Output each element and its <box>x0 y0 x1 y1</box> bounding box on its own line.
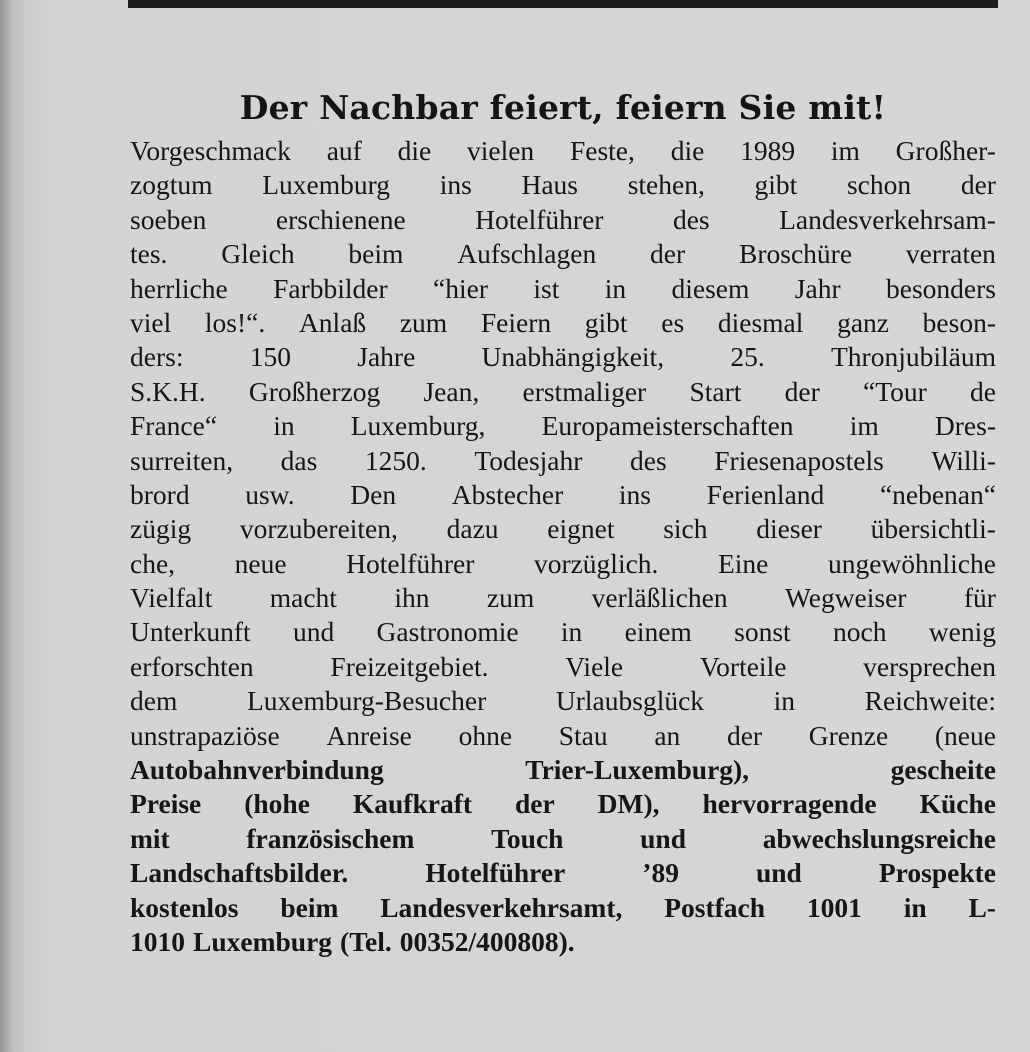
word: L- <box>968 891 996 923</box>
word: Kaufkraft <box>352 788 473 820</box>
word: Landesverkehrsam- <box>779 203 996 235</box>
article-body-line <box>130 719 996 753</box>
word: zügig <box>130 513 192 545</box>
word: 1250. <box>364 444 427 476</box>
word: Luxemburg <box>193 925 333 957</box>
word: im <box>830 135 860 166</box>
word: ungewöhnliche <box>827 547 996 579</box>
word: macht <box>269 582 337 614</box>
word: Luxemburg-Besucher <box>246 685 487 717</box>
word: Unabhängigkeit, <box>481 341 665 373</box>
word: che, <box>130 547 176 579</box>
word: Haus <box>521 169 578 201</box>
word: Gleich <box>221 238 295 270</box>
word: französischem <box>246 822 415 854</box>
word: an <box>654 719 681 751</box>
word: France“ <box>130 410 218 442</box>
word: soeben <box>130 203 207 235</box>
word: 25. <box>730 341 765 373</box>
word: diesem <box>671 272 750 304</box>
word: erschienene <box>275 203 406 235</box>
word: Feste, <box>569 135 635 166</box>
word: neue <box>234 547 287 579</box>
word: Stau <box>558 719 608 751</box>
word: gibt <box>584 306 628 338</box>
word: noch <box>833 616 887 648</box>
word: 00352/400808). <box>399 925 575 957</box>
word: Großherzog <box>248 375 381 407</box>
word: Freizeitgebiet. <box>330 650 489 682</box>
word: Großher- <box>895 135 996 166</box>
word: und <box>292 616 335 648</box>
article-body-line <box>130 856 996 890</box>
word: 1001 <box>806 891 862 923</box>
article-body-line <box>130 168 996 202</box>
word: Wegweiser <box>784 582 907 614</box>
article-body-line <box>130 581 996 615</box>
word: (Tel. <box>340 925 392 957</box>
word: ist <box>533 272 560 304</box>
word: es <box>661 306 685 338</box>
word: Vorgeschmack <box>130 135 291 166</box>
word: beim <box>348 238 404 270</box>
word: und <box>755 857 802 889</box>
word: und <box>640 822 687 854</box>
word: wenig <box>928 616 996 648</box>
word: Landschaftsbilder. <box>130 857 349 889</box>
word: ’89 <box>642 857 679 889</box>
word: schon <box>846 169 912 201</box>
word: vorzüglich. <box>533 547 659 579</box>
word: unstrapaziöse <box>130 719 280 751</box>
word: viel <box>130 306 172 338</box>
word: dazu <box>446 513 499 545</box>
word: kostenlos <box>130 891 239 923</box>
word: der <box>726 719 763 751</box>
word: versprechen <box>863 650 996 682</box>
article-body-line <box>130 134 996 168</box>
word: Thronjubiläum <box>830 341 996 373</box>
article-headline: Der Nachbar feiert, feiern Sie mit! <box>239 88 887 127</box>
article-body <box>130 134 996 959</box>
word: in <box>773 685 796 717</box>
word: der <box>650 238 686 270</box>
word: das <box>280 444 318 476</box>
word: übersichtli- <box>870 513 996 545</box>
word: gescheite <box>890 754 996 786</box>
article-body-line <box>130 787 996 821</box>
word: (neue <box>934 719 996 751</box>
article <box>130 84 996 959</box>
word: Jahre <box>357 341 416 373</box>
word: Feiern <box>480 306 552 338</box>
word: Trier-Luxemburg), <box>525 754 750 786</box>
word: beim <box>280 891 339 923</box>
article-body-line <box>130 925 996 959</box>
word: abwechslungsreiche <box>762 822 996 854</box>
word: vorzubereiten, <box>239 513 398 545</box>
word: diesmal <box>717 306 804 338</box>
word: Jahr <box>794 272 841 304</box>
article-body-line <box>130 375 996 409</box>
word: Touch <box>491 822 564 854</box>
article-body-line <box>130 615 996 649</box>
article-body-line <box>130 547 996 581</box>
word: Farbbilder <box>273 272 388 304</box>
word: mit <box>130 822 170 854</box>
word: Reichweite: <box>864 685 996 717</box>
word: brord <box>130 478 190 510</box>
word: Vielfalt <box>130 582 213 614</box>
word: verraten <box>905 238 996 270</box>
word: los!“. <box>204 306 266 338</box>
word: zum <box>486 582 535 614</box>
word: auf <box>326 135 362 166</box>
word: verläßlichen <box>591 582 728 614</box>
word: dem <box>130 685 178 717</box>
word: ders: <box>130 341 184 373</box>
word: in <box>273 410 295 442</box>
word: sich <box>663 513 708 545</box>
word: 150 <box>249 341 291 373</box>
word: Landesverkehrsamt, <box>380 891 623 923</box>
word: Den <box>350 478 397 510</box>
word: Hotelführer <box>475 203 604 235</box>
article-body-line <box>130 478 996 512</box>
word: Urlaubsglück <box>555 685 705 717</box>
word: Prospekte <box>878 857 996 889</box>
word: des <box>630 444 667 476</box>
word: dieser <box>756 513 822 545</box>
word: in <box>560 616 583 648</box>
article-body-line <box>130 444 996 478</box>
word: ohne <box>458 719 513 751</box>
word: Friesenapostels <box>714 444 884 476</box>
word: zum <box>399 306 448 338</box>
article-body-line <box>130 409 996 443</box>
word: stehen, <box>627 169 705 201</box>
word: Küche <box>919 788 996 820</box>
word: Willi- <box>931 444 996 476</box>
word: “nebenan“ <box>879 478 996 510</box>
word: eignet <box>547 513 615 545</box>
word: Todesjahr <box>474 444 583 476</box>
word: Autobahnverbindung <box>130 754 384 786</box>
article-body-line <box>130 650 996 684</box>
word: die <box>397 135 432 166</box>
word: der <box>960 169 996 201</box>
word: (hohe <box>244 788 310 820</box>
word: Gastronomie <box>376 616 519 648</box>
word: 1010 <box>130 925 185 957</box>
word: hervorragende <box>702 788 877 820</box>
word: beson- <box>922 306 996 338</box>
word: Luxemburg, <box>350 410 486 442</box>
word: des <box>672 203 710 235</box>
word: Hotelführer <box>425 857 566 889</box>
word: erforschten <box>130 650 254 682</box>
article-body-line <box>130 512 996 546</box>
word: Eine <box>717 547 769 579</box>
word: sonst <box>734 616 791 648</box>
word: Luxemburg <box>262 169 390 201</box>
word: Start <box>689 375 742 407</box>
word: Abstecher <box>451 478 564 510</box>
word: erstmaliger <box>522 375 647 407</box>
article-body-line <box>130 203 996 237</box>
word: “hier <box>433 272 488 304</box>
word: tes. <box>130 238 168 270</box>
article-body-line <box>130 822 996 856</box>
word: “Tour <box>863 375 927 407</box>
word: Dres- <box>934 410 996 442</box>
word: Europameisterschaften <box>541 410 794 442</box>
article-body-line <box>130 272 996 306</box>
article-body-line <box>130 237 996 271</box>
word: im <box>849 410 879 442</box>
word: Anreise <box>326 719 412 751</box>
word: einem <box>624 616 692 648</box>
word: Unterkunft <box>130 616 251 648</box>
word: S.K.H. <box>130 375 206 407</box>
word: Hotelführer <box>346 547 475 579</box>
word: Anlaß <box>298 306 367 338</box>
word: vielen <box>466 135 535 166</box>
word: Postfach <box>664 891 766 923</box>
word: 1989 <box>740 135 796 166</box>
top-rule-divider <box>128 0 998 8</box>
word: Ferienland <box>706 478 825 510</box>
page-edge-shadow <box>0 0 14 1052</box>
word: DM), <box>597 788 660 820</box>
word: Aufschlagen <box>457 238 597 270</box>
word: Vorteile <box>699 650 787 682</box>
word: für <box>963 582 996 614</box>
word: der <box>784 375 820 407</box>
word: in <box>903 891 927 923</box>
article-body-line <box>130 684 996 718</box>
word: gibt <box>754 169 798 201</box>
word: zogtum <box>130 169 213 201</box>
word: Preise <box>130 788 202 820</box>
word: herrliche <box>130 272 228 304</box>
word: usw. <box>245 478 295 510</box>
word: in <box>604 272 627 304</box>
article-body-line <box>130 340 996 374</box>
article-body-line <box>130 306 996 340</box>
word: Broschüre <box>739 238 853 270</box>
word: ins <box>618 478 652 510</box>
word: ins <box>439 169 472 201</box>
word: de <box>970 375 996 407</box>
word: Viele <box>565 650 624 682</box>
word: ganz <box>837 306 889 338</box>
word: Jean, <box>423 375 480 407</box>
word: der <box>515 788 555 820</box>
word: die <box>670 135 705 166</box>
word: Grenze <box>808 719 889 751</box>
article-body-line <box>130 891 996 925</box>
word: ihn <box>394 582 430 614</box>
word: surreiten, <box>130 444 234 476</box>
word: besonders <box>885 272 996 304</box>
article-body-line <box>130 753 996 787</box>
